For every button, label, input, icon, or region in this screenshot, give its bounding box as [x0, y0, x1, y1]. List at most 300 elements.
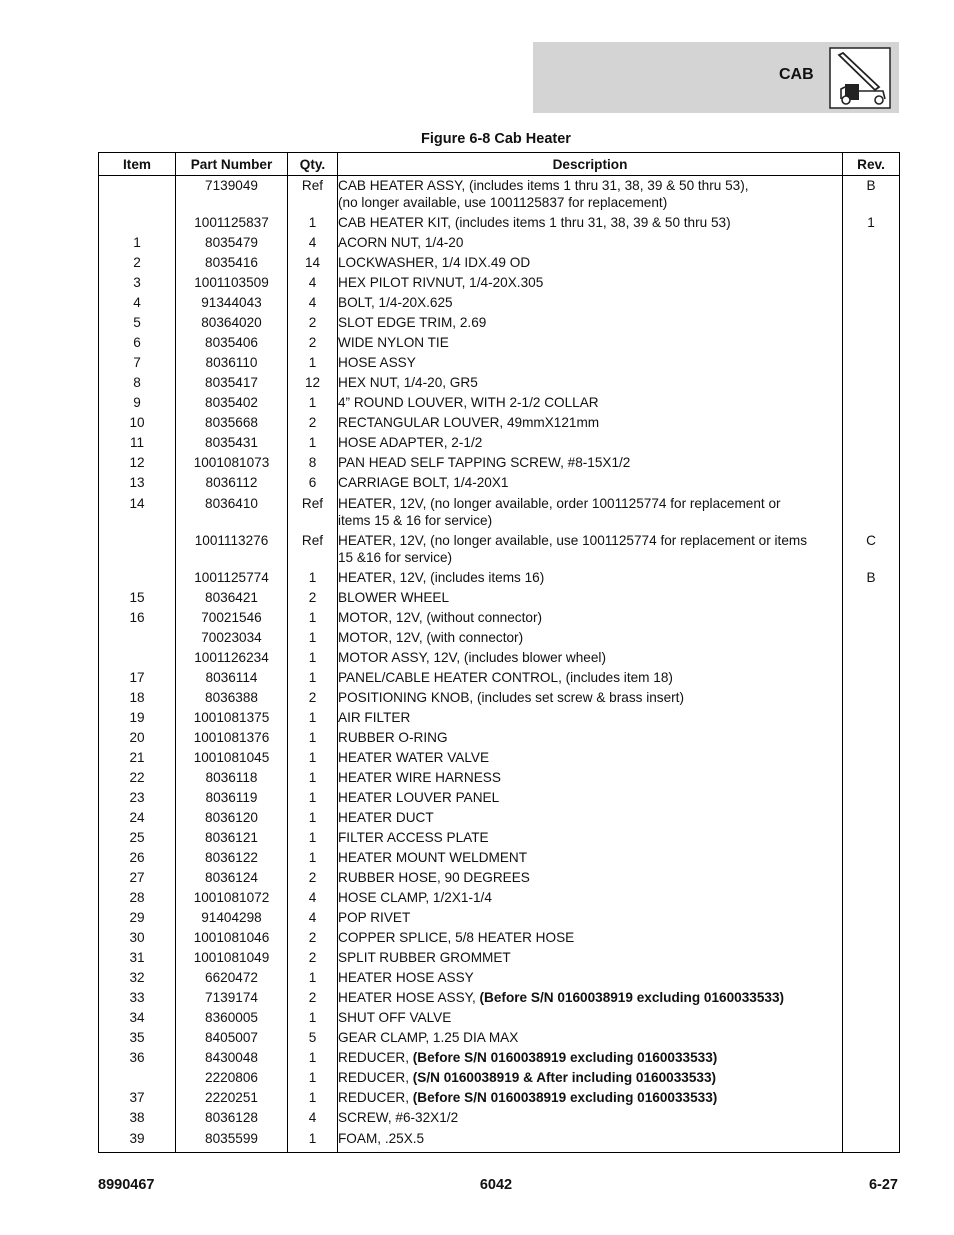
description-text: HEATER, 12V, (includes items 16)	[338, 569, 545, 585]
description-text: AIR FILTER	[338, 709, 411, 725]
part-number-cell: 7139049	[176, 176, 288, 214]
rev-cell	[843, 313, 900, 333]
description-cell	[338, 531, 843, 568]
qty-cell: 4	[288, 888, 338, 908]
column-header-rev: Rev.	[843, 153, 900, 176]
part-number-cell: 7139174	[176, 988, 288, 1008]
qty-cell: 1	[288, 1068, 338, 1088]
part-number-cell: 6620472	[176, 968, 288, 988]
description-cell	[338, 568, 843, 588]
qty-cell: 14	[288, 253, 338, 273]
item-cell: 7	[99, 353, 176, 373]
part-number-cell: 8035416	[176, 253, 288, 273]
description-cell	[338, 608, 843, 628]
table-row	[99, 748, 900, 768]
description-text: REDUCER,	[338, 1050, 413, 1066]
rev-cell	[843, 1108, 900, 1128]
description-text: SPLIT RUBBER GROMMET	[338, 950, 511, 966]
part-number-cell: 8036122	[176, 848, 288, 868]
qty-cell: 1	[288, 1129, 338, 1149]
part-number-cell: 1001125774	[176, 568, 288, 588]
qty-cell: 2	[288, 868, 338, 888]
item-cell: 17	[99, 668, 176, 688]
description-continuation: (no longer available, use 1001125837 for replacement)	[338, 195, 668, 210]
table-row	[99, 473, 900, 493]
description-cell	[338, 848, 843, 868]
item-cell: 14	[99, 494, 176, 531]
qty-cell: 1	[288, 433, 338, 453]
table-row	[99, 413, 900, 433]
description-text: POP RIVET	[338, 910, 411, 926]
part-number-cell: 1001081376	[176, 728, 288, 748]
footer-doc-number: 8990467	[98, 1177, 155, 1193]
description-cell	[338, 1008, 843, 1028]
qty-cell: 1	[288, 748, 338, 768]
item-cell: 25	[99, 828, 176, 848]
rev-cell	[843, 908, 900, 928]
qty-cell: 1	[288, 393, 338, 413]
table-row	[99, 648, 900, 668]
rev-cell	[843, 928, 900, 948]
table-row	[99, 393, 900, 413]
description-text: 4” ROUND LOUVER, WITH 2-1/2 COLLAR	[338, 395, 599, 411]
description-cell	[338, 453, 843, 473]
telehandler-icon	[829, 47, 891, 109]
item-cell: 5	[99, 313, 176, 333]
table-row	[99, 948, 900, 968]
item-cell: 37	[99, 1088, 176, 1108]
column-header-item: Item	[99, 153, 176, 176]
rev-cell	[843, 948, 900, 968]
description-text: HOSE ASSY	[338, 355, 416, 371]
item-cell: 27	[99, 868, 176, 888]
qty-cell: 1	[288, 608, 338, 628]
description-cell	[338, 868, 843, 888]
part-number-cell: 8036410	[176, 494, 288, 531]
description-cell	[338, 333, 843, 353]
description-text: HEATER WATER VALVE	[338, 749, 490, 765]
part-number-cell: 2220251	[176, 1088, 288, 1108]
table-row	[99, 728, 900, 748]
table-row	[99, 988, 900, 1008]
rev-cell	[843, 1048, 900, 1068]
table-row	[99, 788, 900, 808]
part-number-cell: 91344043	[176, 293, 288, 313]
qty-cell: 2	[288, 313, 338, 333]
item-cell	[99, 176, 176, 214]
qty-cell: 1	[288, 648, 338, 668]
description-text: CAB HEATER ASSY, (includes items 1 thru 31, 38, 39 & 50 thru 53),	[338, 178, 749, 193]
rev-cell	[843, 373, 900, 393]
qty-cell: 4	[288, 293, 338, 313]
description-text: PAN HEAD SELF TAPPING SCREW, #8-15X1/2	[338, 455, 631, 471]
description-text: RECTANGULAR LOUVER, 49mmX121mm	[338, 415, 600, 431]
qty-cell: Ref	[288, 531, 338, 568]
column-header-qty: Qty.	[288, 153, 338, 176]
description-cell	[338, 628, 843, 648]
description-cell	[338, 413, 843, 433]
part-number-cell: 1001081375	[176, 708, 288, 728]
item-cell	[99, 568, 176, 588]
item-cell: 26	[99, 848, 176, 868]
rev-cell	[843, 968, 900, 988]
rev-cell	[843, 828, 900, 848]
rev-cell: B	[843, 176, 900, 214]
part-number-cell: 1001125837	[176, 213, 288, 233]
table-row	[99, 968, 900, 988]
part-number-cell: 8035599	[176, 1129, 288, 1149]
table-row	[99, 888, 900, 908]
table-row	[99, 353, 900, 373]
table-row	[99, 868, 900, 888]
description-text: HEATER HOSE ASSY	[338, 970, 474, 986]
rev-cell	[843, 768, 900, 788]
table-row	[99, 233, 900, 253]
description-cell	[338, 233, 843, 253]
table-row	[99, 253, 900, 273]
column-header-description: Description	[338, 153, 843, 176]
description-cell	[338, 253, 843, 273]
description-text: FOAM, .25X.5	[338, 1130, 425, 1146]
rev-cell	[843, 788, 900, 808]
table-row	[99, 688, 900, 708]
item-cell: 35	[99, 1028, 176, 1048]
serial-number-note: (S/N 0160038919 & After including 0160033533)	[412, 1070, 717, 1086]
table-body	[99, 176, 900, 1153]
part-number-cell: 1001081072	[176, 888, 288, 908]
description-text: HEATER DUCT	[338, 810, 434, 825]
item-cell: 11	[99, 433, 176, 453]
rev-cell	[843, 393, 900, 413]
description-cell	[338, 768, 843, 788]
rev-cell	[843, 608, 900, 628]
description-cell	[338, 928, 843, 948]
table-row	[99, 668, 900, 688]
description-text: COPPER SPLICE, 5/8 HEATER HOSE	[338, 930, 575, 946]
description-continuation: items 15 & 16 for service)	[338, 512, 493, 528]
qty-cell: 2	[288, 588, 338, 608]
part-number-cell: 8036118	[176, 768, 288, 788]
part-number-cell: 1001081046	[176, 928, 288, 948]
part-number-cell: 8036120	[176, 808, 288, 828]
description-text: HEX NUT, 1/4-20, GR5	[338, 375, 478, 391]
qty-cell: 2	[288, 948, 338, 968]
qty-cell: 6	[288, 473, 338, 493]
qty-cell: 1	[288, 353, 338, 373]
description-text: BOLT, 1/4-20X.625	[338, 295, 453, 311]
rev-cell	[843, 748, 900, 768]
description-text: HOSE ADAPTER, 2-1/2	[338, 435, 483, 451]
table-row	[99, 568, 900, 588]
description-cell	[338, 588, 843, 608]
item-cell: 4	[99, 293, 176, 313]
description-text: FILTER ACCESS PLATE	[338, 830, 489, 846]
rev-cell	[843, 868, 900, 888]
rev-cell	[843, 848, 900, 868]
table-row	[99, 1088, 900, 1108]
rev-cell: C	[843, 531, 900, 568]
description-text: SLOT EDGE TRIM, 2.69	[338, 315, 487, 331]
qty-cell: 2	[288, 988, 338, 1008]
qty-cell: 1	[288, 708, 338, 728]
table-row	[99, 928, 900, 948]
rev-cell	[843, 588, 900, 608]
rev-cell	[843, 473, 900, 493]
part-number-cell: 8035417	[176, 373, 288, 393]
part-number-cell: 8360005	[176, 1008, 288, 1028]
item-cell: 13	[99, 473, 176, 493]
rev-cell	[843, 628, 900, 648]
description-cell	[338, 828, 843, 848]
description-cell	[338, 648, 843, 668]
filler-cell	[99, 1149, 176, 1153]
description-text: BLOWER WHEEL	[338, 589, 450, 605]
qty-cell: 1	[288, 968, 338, 988]
item-cell: 28	[99, 888, 176, 908]
rev-cell	[843, 1068, 900, 1088]
description-cell	[338, 433, 843, 453]
description-cell	[338, 313, 843, 333]
part-number-cell: 1001113276	[176, 531, 288, 568]
part-number-cell: 8036110	[176, 353, 288, 373]
qty-cell: 1	[288, 848, 338, 868]
part-number-cell: 8035431	[176, 433, 288, 453]
qty-cell: 1	[288, 808, 338, 828]
rev-cell	[843, 668, 900, 688]
table-row	[99, 333, 900, 353]
description-cell	[338, 708, 843, 728]
item-cell: 22	[99, 768, 176, 788]
description-text: HOSE CLAMP, 1/2X1-1/4	[338, 890, 492, 906]
table-row	[99, 453, 900, 473]
part-number-cell: 8036421	[176, 588, 288, 608]
table-row	[99, 433, 900, 453]
rev-cell	[843, 353, 900, 373]
item-cell: 3	[99, 273, 176, 293]
description-continuation: 15 &16 for service)	[338, 549, 453, 565]
description-cell	[338, 473, 843, 493]
description-text: PANEL/CABLE HEATER CONTROL, (includes item 18)	[338, 669, 673, 685]
description-text: MOTOR, 12V, (with connector)	[338, 629, 524, 645]
qty-cell: 1	[288, 1088, 338, 1108]
item-cell: 18	[99, 688, 176, 708]
rev-cell	[843, 253, 900, 273]
table-row	[99, 373, 900, 393]
section-label: CAB	[779, 66, 814, 83]
filler-cell	[288, 1149, 338, 1153]
table-row	[99, 588, 900, 608]
qty-cell: Ref	[288, 176, 338, 214]
description-text: CAB HEATER KIT, (includes items 1 thru 31, 38, 39 & 50 thru 53)	[338, 215, 731, 231]
item-cell	[99, 648, 176, 668]
item-cell	[99, 1068, 176, 1088]
description-cell	[338, 788, 843, 808]
table-row	[99, 213, 900, 233]
description-text: ACORN NUT, 1/4-20	[338, 235, 464, 251]
description-text: MOTOR ASSY, 12V, (includes blower wheel)	[338, 649, 606, 665]
item-cell: 12	[99, 453, 176, 473]
qty-cell: Ref	[288, 494, 338, 531]
part-number-cell: 1001103509	[176, 273, 288, 293]
description-text: RUBBER HOSE, 90 DEGREES	[338, 870, 530, 886]
qty-cell: 1	[288, 668, 338, 688]
description-text: HEATER LOUVER PANEL	[338, 789, 500, 805]
table-row	[99, 908, 900, 928]
description-cell	[338, 1068, 843, 1088]
description-cell	[338, 1028, 843, 1048]
table-row	[99, 273, 900, 293]
description-text: MOTOR, 12V, (without connector)	[338, 609, 542, 625]
description-cell	[338, 808, 843, 828]
description-text: HEATER HOSE ASSY,	[338, 990, 480, 1006]
description-cell	[338, 494, 843, 531]
description-text: HEX PILOT RIVNUT, 1/4-20X.305	[338, 275, 544, 291]
part-number-cell: 8035406	[176, 333, 288, 353]
rev-cell	[843, 1129, 900, 1149]
table-row	[99, 1129, 900, 1149]
table-row	[99, 628, 900, 648]
part-number-cell: 8036119	[176, 788, 288, 808]
item-cell: 20	[99, 728, 176, 748]
description-cell	[338, 948, 843, 968]
rev-cell: B	[843, 568, 900, 588]
table-row	[99, 1048, 900, 1068]
figure-title: Figure 6-8 Cab Heater	[421, 131, 571, 147]
rev-cell	[843, 413, 900, 433]
table-row	[99, 176, 900, 214]
table-row	[99, 808, 900, 828]
rev-cell	[843, 888, 900, 908]
table-row	[99, 494, 900, 531]
description-text: SHUT OFF VALVE	[338, 1010, 452, 1026]
description-text: POSITIONING KNOB, (includes set screw & brass insert)	[338, 689, 684, 705]
description-cell	[338, 908, 843, 928]
table-row	[99, 608, 900, 628]
footer-page-number: 6-27	[868, 1177, 898, 1193]
qty-cell: 2	[288, 688, 338, 708]
table-row	[99, 828, 900, 848]
qty-cell: 4	[288, 273, 338, 293]
item-cell: 15	[99, 588, 176, 608]
part-number-cell: 8036128	[176, 1108, 288, 1128]
description-text: GEAR CLAMP, 1.25 DIA MAX	[338, 1030, 519, 1046]
qty-cell: 2	[288, 928, 338, 948]
item-cell: 31	[99, 948, 176, 968]
description-cell	[338, 213, 843, 233]
part-number-cell: 1001081049	[176, 948, 288, 968]
description-text: WIDE NYLON TIE	[338, 335, 449, 351]
item-cell: 23	[99, 788, 176, 808]
part-number-cell: 91404298	[176, 908, 288, 928]
part-number-cell: 80364020	[176, 313, 288, 333]
part-number-cell: 8036121	[176, 828, 288, 848]
table-row	[99, 531, 900, 568]
part-number-cell: 8036124	[176, 868, 288, 888]
item-cell: 9	[99, 393, 176, 413]
rev-cell	[843, 433, 900, 453]
qty-cell: 8	[288, 453, 338, 473]
rev-cell	[843, 293, 900, 313]
qty-cell: 1	[288, 1008, 338, 1028]
description-text: HEATER, 12V, (no longer available, order 1001125774 for replacement or	[338, 495, 781, 511]
item-cell	[99, 213, 176, 233]
part-number-cell: 1001081045	[176, 748, 288, 768]
table-row	[99, 313, 900, 333]
part-number-cell: 70023034	[176, 628, 288, 648]
item-cell: 34	[99, 1008, 176, 1028]
item-cell: 38	[99, 1108, 176, 1128]
filler-cell	[338, 1149, 843, 1153]
item-cell: 30	[99, 928, 176, 948]
rev-cell: 1	[843, 213, 900, 233]
qty-cell: 2	[288, 413, 338, 433]
rev-cell	[843, 273, 900, 293]
item-cell: 10	[99, 413, 176, 433]
serial-number-note: (Before S/N 0160038919 excluding 0160033533)	[412, 1090, 718, 1106]
table-row	[99, 708, 900, 728]
description-cell	[338, 373, 843, 393]
qty-cell: 5	[288, 1028, 338, 1048]
part-number-cell: 2220806	[176, 1068, 288, 1088]
part-number-cell: 8036388	[176, 688, 288, 708]
description-cell	[338, 1048, 843, 1068]
rev-cell	[843, 988, 900, 1008]
table-row	[99, 1008, 900, 1028]
part-number-cell: 8405007	[176, 1028, 288, 1048]
description-cell	[338, 393, 843, 413]
item-cell: 33	[99, 988, 176, 1008]
part-number-cell: 8430048	[176, 1048, 288, 1068]
description-text: SCREW, #6-32X1/2	[338, 1110, 459, 1126]
description-text: REDUCER,	[338, 1090, 413, 1106]
item-cell: 1	[99, 233, 176, 253]
description-cell	[338, 1088, 843, 1108]
rev-cell	[843, 728, 900, 748]
description-cell	[338, 353, 843, 373]
description-cell	[338, 1108, 843, 1128]
table-row	[99, 1108, 900, 1128]
qty-cell: 1	[288, 788, 338, 808]
description-cell	[338, 1129, 843, 1149]
rev-cell	[843, 688, 900, 708]
description-cell	[338, 273, 843, 293]
item-cell: 2	[99, 253, 176, 273]
description-cell	[338, 293, 843, 313]
item-cell	[99, 531, 176, 568]
description-cell	[338, 668, 843, 688]
rev-cell	[843, 708, 900, 728]
item-cell: 8	[99, 373, 176, 393]
description-cell	[338, 968, 843, 988]
item-cell: 32	[99, 968, 176, 988]
item-cell: 29	[99, 908, 176, 928]
qty-cell: 1	[288, 568, 338, 588]
qty-cell: 4	[288, 1108, 338, 1128]
description-text: HEATER MOUNT WELDMENT	[338, 850, 528, 866]
part-number-cell: 8035479	[176, 233, 288, 253]
table-row	[99, 293, 900, 313]
part-number-cell: 8035668	[176, 413, 288, 433]
item-cell	[99, 628, 176, 648]
item-cell: 19	[99, 708, 176, 728]
rev-cell	[843, 453, 900, 473]
description-text: HEATER, 12V, (no longer available, use 1001125774 for replacement or items	[338, 532, 808, 548]
part-number-cell: 8035402	[176, 393, 288, 413]
part-number-cell: 1001126234	[176, 648, 288, 668]
filler-cell	[843, 1149, 900, 1153]
qty-cell: 1	[288, 628, 338, 648]
part-number-cell: 8036112	[176, 473, 288, 493]
